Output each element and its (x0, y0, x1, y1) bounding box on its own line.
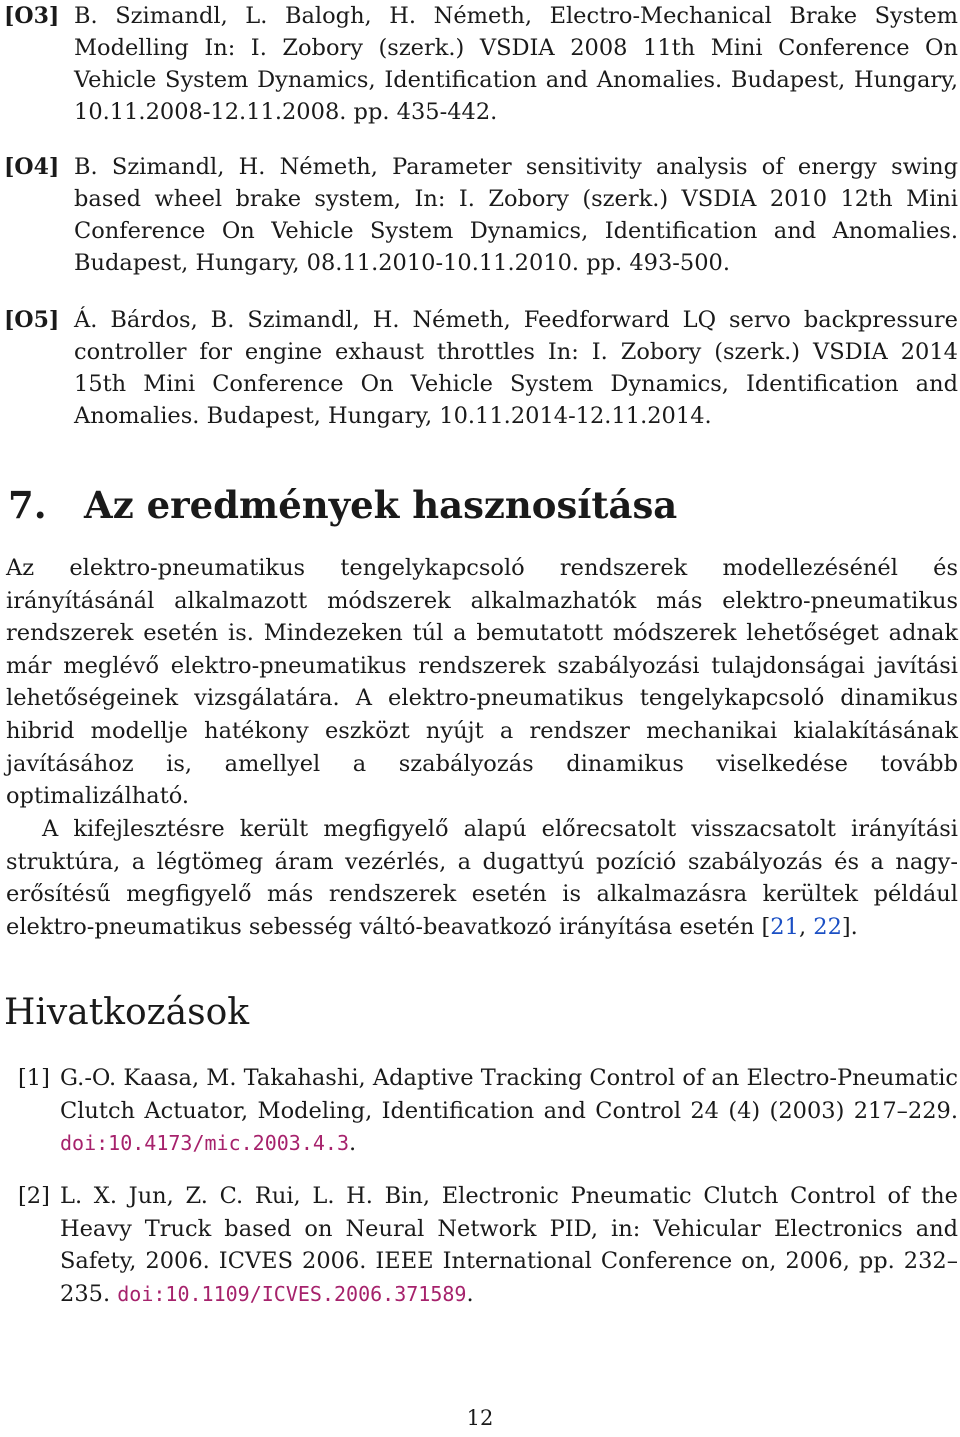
body-paragraph (6, 813, 958, 943)
section-heading (8, 478, 677, 532)
doi-link[interactable]: doi:10.1109/ICVES.2006.371589 (117, 1281, 467, 1306)
doi-link[interactable]: doi:10.4173/mic.2003.4.3 (60, 1131, 349, 1156)
paragraph-end: ]. (841, 913, 858, 940)
citation-link-22[interactable]: 22 (813, 913, 842, 940)
publication-key: [O4] (4, 154, 60, 180)
reference-end: . (466, 1280, 474, 1307)
reference-text (60, 1062, 958, 1160)
references-heading: Hivatkozások (4, 992, 250, 1033)
reference-body: L. X. Jun, Z. C. Rui, L. H. Bin, Electronic Pneumatic Clutch Control of the Heavy Truck based on Neural Network PID, in: Vehicular Electronics and Safety, 2006. ICVES 2006. IEEE International Conference on, 2006, pp. 232–235. (60, 1183, 958, 1307)
publication-text: B. Szimandl, L. Balogh, H. Németh, Electro-Mechanical Brake System Modelling In: I. Zobory (szerk.) VSDIA 2008 11th Mini Conference On Vehicle System Dynamics, Identification and Anomalies. Budapest, Hungary, 10.11.2008-12.11.2008. pp. 435-442. (74, 3, 958, 125)
reference-text (60, 1180, 958, 1310)
paragraph-text: A kifejlesztésre került megfigyelő alapú előrecsatolt visszacsatolt irányítási struktúra, a légtömeg áram vezérlés, a dugattyú pozíció szabályozás és a nagy-erősítésű megfigyelő más rendszerek esetén is alkalmazásra kerültek például elektro-pneumatikus sebesség váltó-beavatkozó irányítása esetén [ (6, 816, 958, 940)
body-paragraph: Az elektro-pneumatikus tengelykapcsoló rendszerek modellezésénél és irányításánál alkalmazott módszerek alkalmazhatók más elektro-pneumatikus rendszerek esetén is. Mindezeken túl a bemutatott módszerek lehetőséget adnak már meglévő elektro-pneumatikus rendszerek szabályozási tulajdonságai javítási lehetőségeinek vizsgálatára. A elektro-pneumatikus tengelykapcsoló dinamikus hibrid modellje hatékony eszközt nyújt a rendszer mechanikai kialakításának javításához is, amellyel a szabályozás dinamikus viselkedése tovább optimalizálható. (6, 555, 958, 810)
publication-text: Á. Bárdos, B. Szimandl, H. Németh, Feedforward LQ servo backpressure controller for engine exhaust throttles In: I. Zobory (szerk.) VSDIA 2014 15th Mini Conference On Vehicle System Dynamics, Identification and Anomalies. Budapest, Hungary, 10.11.2014-12.11.2014. (74, 307, 958, 429)
citation-link-21[interactable]: 21 (770, 913, 799, 940)
reference-key: [2] (18, 1183, 50, 1209)
section-number: 7. (8, 483, 47, 527)
reference-key: [1] (18, 1065, 50, 1091)
publication-text: B. Szimandl, H. Németh, Parameter sensitivity analysis of energy swing based wheel brake system, In: I. Zobory (szerk.) VSDIA 2010 12th Mini Conference On Vehicle System Dynamics, Identification and Anomalies. Budapest, Hungary, 08.11.2010-10.11.2010. pp. 493-500. (74, 154, 958, 276)
reference-end: . (348, 1130, 357, 1157)
reference-body: G.-O. Kaasa, M. Takahashi, Adaptive Tracking Control of an Electro-Pneumatic Clutch Actuator, Modeling, Identification and Control 24 (4) (2003) 217–229. (60, 1065, 958, 1124)
publication-key: [O3] (4, 3, 60, 29)
section-title: Az eredmények hasznosítása (84, 483, 678, 527)
publication-key: [O5] (4, 307, 60, 333)
citation-separator: , (798, 913, 814, 940)
page-number: 12 (466, 1406, 494, 1430)
